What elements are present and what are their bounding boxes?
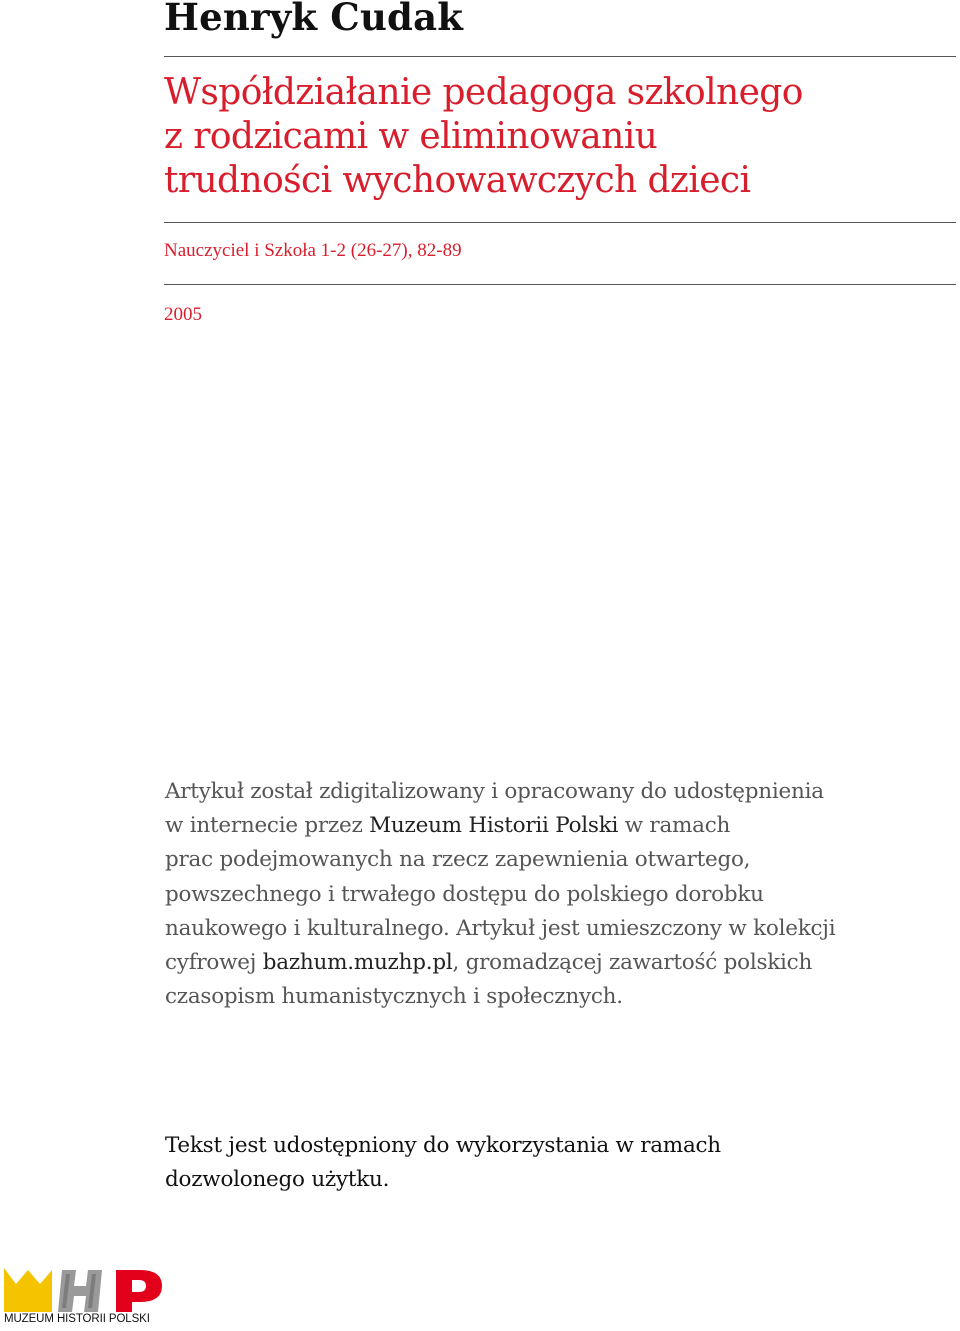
source-citation: Nauczyciel i Szkoła 1-2 (26-27), 82-89 [164,240,462,261]
license-notice [165,1129,925,1197]
publication-year: 2005 [164,304,202,325]
license-line-2: dozwolonego użytku. [165,1167,390,1193]
notice-line-6 [165,946,925,980]
title-line-1: Współdziałanie pedagoga szkolnego [164,72,803,113]
notice-line-2-end: w ramach [618,813,731,839]
logo-p-shape [116,1270,162,1312]
logo-caption: MUZEUM HISTORII POLSKI [4,1313,150,1325]
bazhum-link[interactable]: bazhum.muzhp.pl [262,950,453,976]
logo-m-shape [4,1268,52,1312]
notice-line-1: Artykuł został zdigitalizowany i opracowany do udostępnienia [165,779,824,804]
museum-name: Muzeum Historii Polski [369,813,619,839]
museum-logo-mark-icon [4,1266,164,1316]
article-title [164,71,944,203]
notice-line-6-start: cyfrowej [165,950,263,976]
divider-top [164,56,956,57]
notice-line-4: powszechnego i trwałego dostępu do polskiego dorobku [165,881,764,907]
digitization-notice [165,775,925,1014]
license-line-1: Tekst jest udostępniony do wykorzystania w ramach [165,1133,721,1158]
author-name: Henryk Cudak [164,0,464,39]
notice-line-3: prac podejmowanych na rzecz zapewnienia otwartego, [165,847,751,873]
notice-line-2 [165,809,925,843]
title-line-3: trudności wychowawczych dzieci [164,160,751,201]
logo-h-shape [58,1270,102,1312]
divider-middle [164,222,956,223]
notice-line-2-start: w internecie przez [165,813,370,839]
museum-logo [4,1266,164,1328]
notice-line-6-end: , gromadzącej zawartość polskich [452,950,813,976]
title-line-2: z rodzicami w eliminowaniu [164,116,658,157]
divider-bottom [164,284,956,285]
notice-line-7: czasopism humanistycznych i społecznych. [165,984,623,1010]
notice-line-5: naukowego i kulturalnego. Artykuł jest umieszczony w kolekcji [165,915,836,941]
